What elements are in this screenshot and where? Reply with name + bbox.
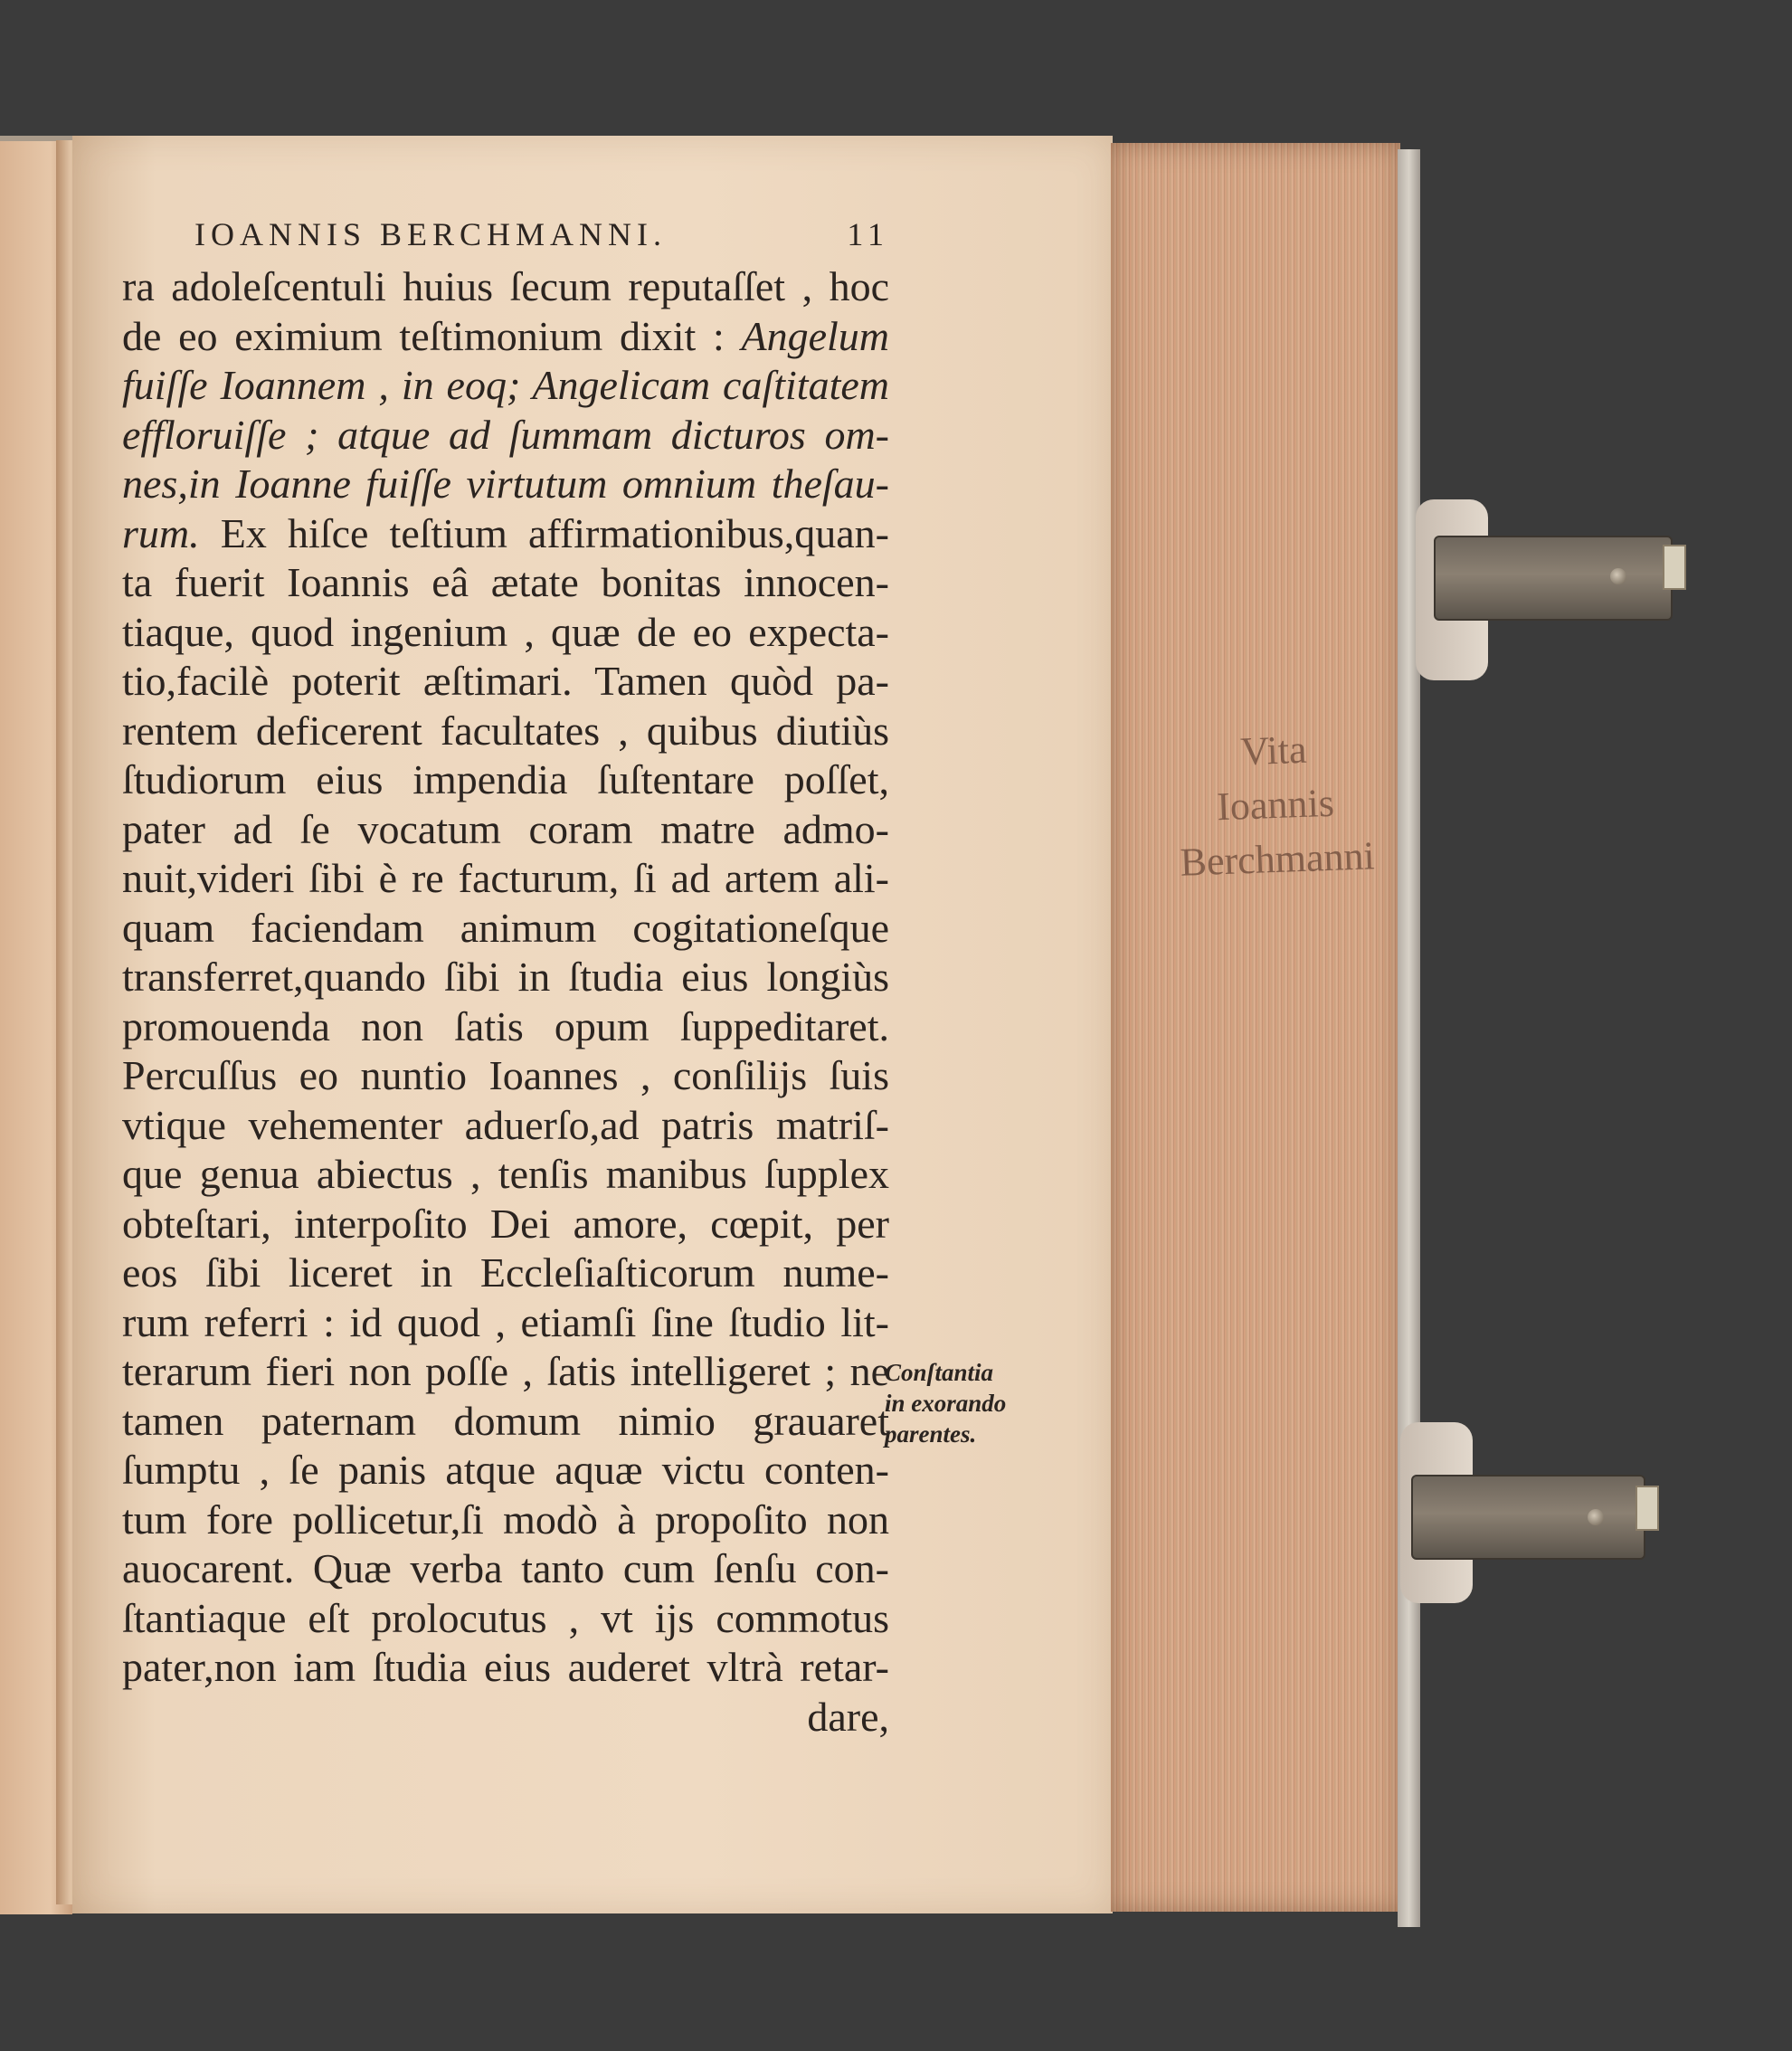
italic-text: Angelum [741, 312, 889, 359]
roman-text: rentem deficerent facultates , quibus diutiùs [122, 707, 889, 754]
text-line [122, 1200, 889, 1249]
text-line [122, 1002, 889, 1052]
text-line [122, 1249, 889, 1298]
text-line [122, 411, 889, 461]
text-line [122, 1051, 889, 1101]
text-line [122, 1298, 889, 1348]
margin-note-line: parentes. [885, 1420, 977, 1448]
roman-text: ra adoleſcentuli huius ſecum reputaſſet , hoc [122, 263, 889, 309]
roman-text: pater,non iam ſtudia eius auderet vltrà retar- [122, 1644, 889, 1690]
lower-clasp[interactable] [1411, 1475, 1645, 1560]
roman-text: ta fuerit Ioannis eâ ætate bonitas innocen- [122, 559, 889, 605]
margin-note [885, 1357, 1048, 1449]
text-line [122, 707, 889, 756]
page-block-edges [1111, 143, 1400, 1912]
clasp-tab [1636, 1486, 1659, 1531]
roman-text: ſtudiorum eius impendia ſuſtentare poſſet, [122, 756, 889, 802]
text-lines [122, 262, 889, 1693]
rivet-icon [1588, 1509, 1604, 1525]
text-line [122, 1446, 889, 1496]
text-line [122, 558, 889, 608]
roman-text: de eo eximium teſtimonium dixit : [122, 312, 742, 359]
text-line [122, 755, 889, 805]
italic-text: effloruiſſe ; atque ad ſummam dicturos om- [122, 411, 889, 458]
edge-word: Ioannis [1216, 780, 1335, 830]
page-text [122, 215, 889, 1742]
roman-text: Percuſſus eo nuntio Ioannes , conſilijs ſuis [122, 1052, 889, 1098]
text-line [122, 460, 889, 509]
roman-text: ſtantiaque eſt prolocutus , vt ijs commotus [122, 1594, 889, 1641]
text-line [122, 1496, 889, 1545]
roman-text: obteſtari, interpoſito Dei amore, cœpit, per [122, 1200, 889, 1247]
catchword: dare, [807, 1693, 889, 1740]
edge-word: Vita [1239, 726, 1308, 774]
text-line [122, 361, 889, 411]
text-line [122, 805, 889, 855]
roman-text: promouenda non ſatis opum ſuppeditaret. [122, 1002, 889, 1049]
rivet-icon [1610, 568, 1626, 584]
roman-text: rum referri : id quod , etiamſi ſine ſtudio lit- [122, 1298, 889, 1345]
roman-text: tiaque, quod ingenium , quæ de eo expecta- [122, 608, 889, 655]
text-line [122, 1150, 889, 1200]
margin-note-line: Conſtantia [885, 1359, 994, 1386]
roman-text: vtique vehementer aduerſo,ad patris matriſ- [122, 1101, 889, 1148]
edge-lettering [1164, 720, 1387, 890]
margin-note-line: in exorando [885, 1390, 1007, 1417]
text-line [122, 953, 889, 1002]
text-line [122, 1101, 889, 1151]
roman-text: transferret,quando ſibi in ſtudia eius longiùs [122, 954, 889, 1000]
text-line [122, 509, 889, 559]
page-number: 11 [847, 216, 889, 252]
text-line [122, 1594, 889, 1644]
text-line [122, 312, 889, 362]
text-line [122, 1347, 889, 1397]
roman-text: auocarent. Quæ verba tanto cum ſenſu con- [122, 1545, 889, 1591]
roman-text: quam faciendam animum cogitationeſque [122, 904, 889, 951]
roman-text: eos ſibi liceret in Eccleſiaſticorum nume- [122, 1249, 889, 1296]
edge-word: Berchmanni [1179, 833, 1376, 885]
text-line [122, 1397, 889, 1447]
upper-clasp[interactable] [1434, 536, 1673, 621]
roman-text: tamen paternam domum nimio grauaret [122, 1397, 889, 1444]
roman-text: nuit,videri ſibi è re facturum, ſi ad artem ali- [122, 855, 889, 901]
italic-text: fuiſſe Ioannem , in eoq; Angelicam caſtitatem [122, 362, 889, 408]
running-head [122, 215, 889, 262]
text-line [122, 1544, 889, 1594]
text-line [122, 657, 889, 707]
roman-text: que genua abiectus , tenſis manibus ſupplex [122, 1151, 889, 1197]
roman-text: tum fore pollicetur,ſi modò à propoſito non [122, 1496, 889, 1543]
cover-edge [1398, 149, 1420, 1927]
roman-text: ſumptu , ſe panis atque aquæ victu conten- [122, 1447, 889, 1493]
roman-text: Ex hiſce teſtium affirmationibus,quan- [199, 509, 889, 556]
clasp-tab [1663, 545, 1686, 590]
text-line [122, 854, 889, 904]
italic-text: nes,in Ioanne fuiſſe virtutum omnium theſau- [122, 461, 889, 507]
running-title: IOANNIS BERCHMANNI. [194, 216, 668, 252]
text-line [122, 1643, 889, 1693]
italic-text: rum. [122, 509, 200, 556]
roman-text: pater ad ſe vocatum coram matre admo- [122, 805, 889, 852]
roman-text: tio,facilè poterit æſtimari. Tamen quòd pa- [122, 658, 889, 704]
text-line [122, 262, 889, 312]
text-line [122, 608, 889, 658]
text-line [122, 904, 889, 954]
roman-text: terarum fieri non poſſe , ſatis intelligeret ; ne [122, 1348, 889, 1394]
